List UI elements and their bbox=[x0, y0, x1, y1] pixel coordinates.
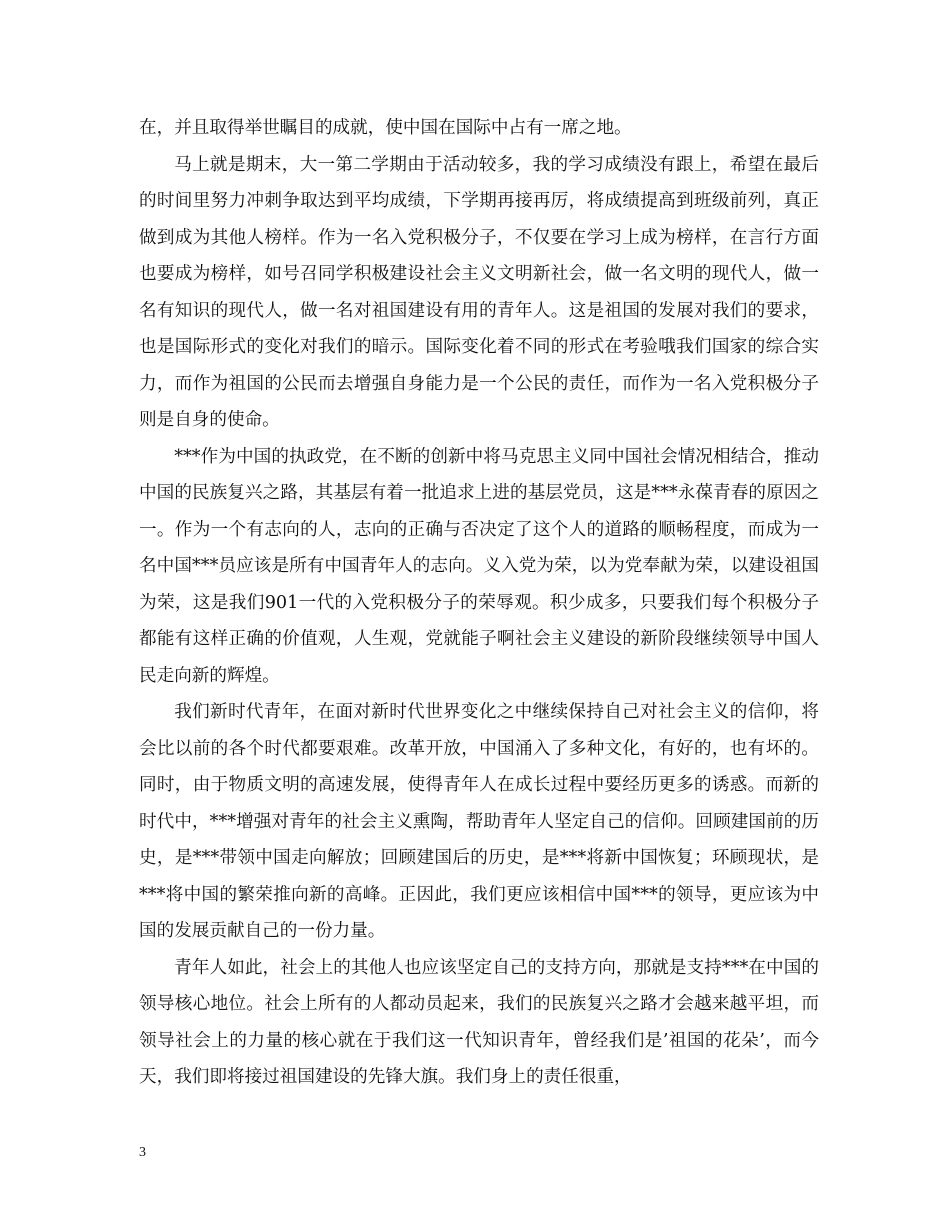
page-number: 3 bbox=[139, 1145, 146, 1160]
body-text bbox=[139, 110, 819, 1096]
paragraph-party-role: ***作为中国的执政党，在不断的创新中将马克思主义同中国社会情况相结合，推动中国的民族复兴之路，其基层有着一批追求上进的基层党员，这是***永葆青春的原因之一。作为一个有志向的人，志向的正确与否决定了这个人的道路的顺畅程度，而成为一名中国***员应该是所有中国青年人的志向。义入党为荣，以为党奉献为荣，以建设祖国为荣，这是我们901一代的入党积极分子的荣辱观。积少成多，只要我们每个积极分子都能有这样正确的价值观，人生观，党就能子啊社会主义建设的新阶段继续领导中国人民走向新的辉煌。 bbox=[139, 446, 819, 686]
paragraph-study-goals: 马上就是期末，大一第二学期由于活动较多，我的学习成绩没有跟上，希望在最后的时间里努力冲刺争取达到平均成绩，下学期再接再厉，将成绩提高到班级前列，真正做到成为其他人榜样。作为一名入党积极分子，不仅要在学习上成为榜样，在言行方面也要成为榜样，如号召同学积极建设社会主义文明新社会，做一名文明的现代人，做一名有知识的现代人，做一名对祖国建设有用的青年人。这是祖国的发展对我们的要求，也是国际形式的变化对我们的暗示。国际变化着不同的形式在考验哦我们国家的综合实力，而作为祖国的公民而去增强自身能力是一个公民的责任，而作为一名入党积极分子则是自身的使命。 bbox=[139, 154, 819, 430]
paragraph-society-support: 青年人如此，社会上的其他人也应该坚定自己的支持方向，那就是支持***在中国的领导核心地位。社会上所有的人都动员起来，我们的民族复兴之路才会越来越平坦，而领导社会上的力量的核心就在于我们这一代知识青年，曾经我们是’祖国的花朵’，而今天，我们即将接过祖国建设的先锋大旗。我们身上的责任很重， bbox=[139, 957, 819, 1087]
paragraph-continuation: 在，并且取得举世瞩目的成就，使中国在国际中占有一席之地。 bbox=[139, 118, 632, 138]
paragraph-new-era-youth: 我们新时代青年，在面对新时代世界变化之中继续保持自己对社会主义的信仰，将会比以前的各个时代都要艰难。改革开放，中国涌入了多种文化，有好的，也有坏的。同时，由于物质文明的高速发展，使得青年人在成长过程中要经历更多的诱惑。而新的时代中，***增强对青年的社会主义熏陶，帮助青年人坚定自己的信仰。回顾建国前的历史，是***带领中国走向解放；回顾建国后的历史，是***将新中国恢复；环顾现状，是***将中国的繁荣推向新的高峰。正因此，我们更应该相信中国***的领导，更应该为中国的发展贡献自己的一份力量。 bbox=[139, 702, 819, 941]
